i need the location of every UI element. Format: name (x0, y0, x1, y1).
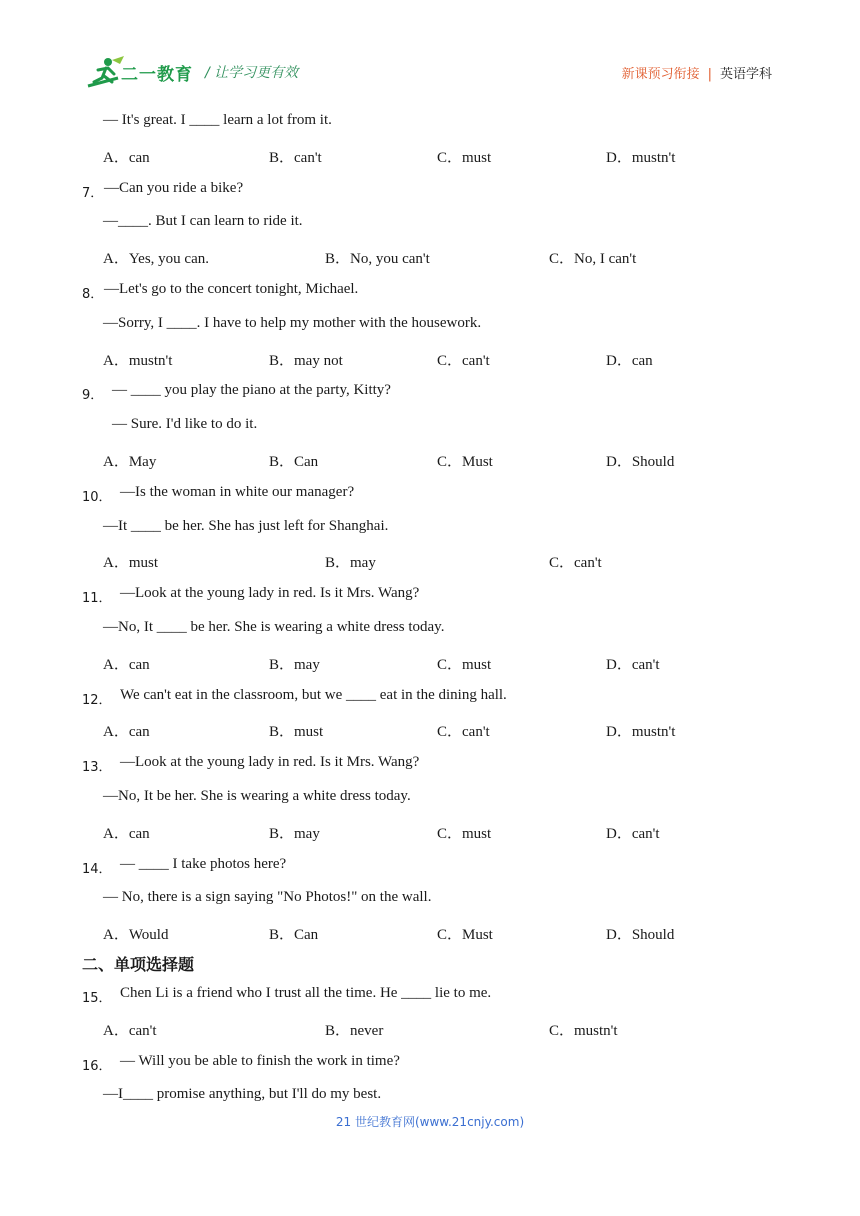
question-number: 13． (82, 760, 112, 776)
subject-prefix: 新课预习衔接 (621, 67, 700, 82)
question-stem: —Can you ride a bike? (104, 179, 244, 196)
question-number: 10． (82, 489, 112, 505)
question-stem: We can't eat in the classroom, but we ____ eat in the dining hall. (120, 686, 507, 703)
dialogue-line: — No, there is a sign saying "No Photos!" on the wall. (103, 889, 432, 906)
option: D．can't (606, 825, 660, 842)
dialogue-line: —Sorry, I ____. I have to help my mother with the housework. (103, 314, 482, 331)
question-number: 12． (82, 692, 112, 708)
question-number: 11． (82, 591, 112, 607)
question-stem: — ____ I take photos here? (120, 855, 287, 872)
page-header (0, 0, 860, 100)
option: A．can (103, 825, 150, 842)
question-stem: — Will you be able to finish the work in time? (120, 1052, 400, 1069)
option: A．Yes, you can. (103, 251, 209, 268)
section-title: 二、单项选择题 (82, 955, 195, 974)
option: D．mustn't (606, 724, 676, 741)
option: C．can't (437, 352, 490, 369)
option: D．can (606, 352, 653, 369)
question-stem: —Look at the young lady in red. Is it Mrs. Wang? (120, 585, 420, 602)
option: C．No, I can't (549, 251, 637, 268)
question-stem: — ____ you play the piano at the party, Kitty? (112, 382, 391, 399)
option: D．can't (606, 656, 660, 673)
option: C．must (437, 149, 492, 166)
option: B．may (269, 656, 320, 673)
option: A．mustn't (103, 352, 173, 369)
option: B．Can (269, 454, 319, 470)
option: A．Would (103, 927, 169, 944)
option: B．must (269, 724, 324, 741)
question-stem: —Look at the young lady in red. Is it Mrs. Wang? (120, 754, 420, 771)
dialogue-line: —It ____ be her. She has just left for Shanghai. (103, 517, 389, 534)
option: B．never (325, 1022, 384, 1039)
question-number: 15． (82, 991, 112, 1006)
page-footer: 21 世纪教育网(www.21cnjy.com) (335, 1115, 525, 1129)
option: B．may (269, 825, 320, 842)
option: C．can't (437, 724, 490, 741)
subject-label (622, 63, 772, 82)
option: C．must (437, 656, 492, 673)
option: A．can (103, 149, 150, 166)
option: C．Must (437, 454, 493, 470)
option: B．can't (269, 149, 322, 166)
logo-text: 二一教育 (121, 65, 193, 85)
option: B．may not (269, 352, 343, 369)
question-stem: Chen Li is a friend who I trust all the time. He ____ lie to me. (120, 985, 492, 1001)
option: D．Should (606, 927, 675, 944)
subject-separator: | (707, 67, 712, 82)
option: D．mustn't (606, 149, 676, 166)
question-number: 14． (82, 861, 112, 877)
option: C．can't (549, 555, 602, 572)
question-stem: —Let's go to the concert tonight, Michael. (104, 281, 359, 297)
option: A．can (103, 656, 150, 673)
dialogue-line: —No, It ____ be her. She is wearing a white dress today. (103, 619, 445, 635)
slogan: / 让学习更有效 (205, 65, 299, 81)
dialogue-line: — It's great. I ____ learn a lot from it. (103, 112, 332, 128)
option: A．May (103, 454, 157, 470)
dialogue-line: —I____ promise anything, but I'll do my best. (103, 1086, 382, 1103)
question-number: 16． (82, 1058, 112, 1074)
option: C．mustn't (549, 1022, 618, 1039)
question-stem: —Is the woman in white our manager? (120, 483, 355, 500)
option: A．must (103, 555, 159, 572)
option: C．Must (437, 927, 493, 944)
dialogue-line: —No, It be her. She is wearing a white dress today. (103, 788, 411, 804)
question-number: 7． (82, 185, 104, 201)
option: C．must (437, 825, 492, 842)
option: B．No, you can't (325, 251, 430, 268)
option: A．can't (103, 1022, 157, 1039)
question-number: 8． (82, 287, 104, 302)
option: B．may (325, 555, 376, 572)
option: D．Should (606, 454, 675, 470)
question-number: 9． (82, 388, 104, 404)
dialogue-line: — Sure. I'd like to do it. (112, 416, 258, 433)
subject-name: 英语学科 (719, 67, 772, 82)
option: A．can (103, 724, 150, 741)
dialogue-line: —____. But I can learn to ride it. (103, 213, 303, 230)
option: B．Can (269, 927, 319, 944)
